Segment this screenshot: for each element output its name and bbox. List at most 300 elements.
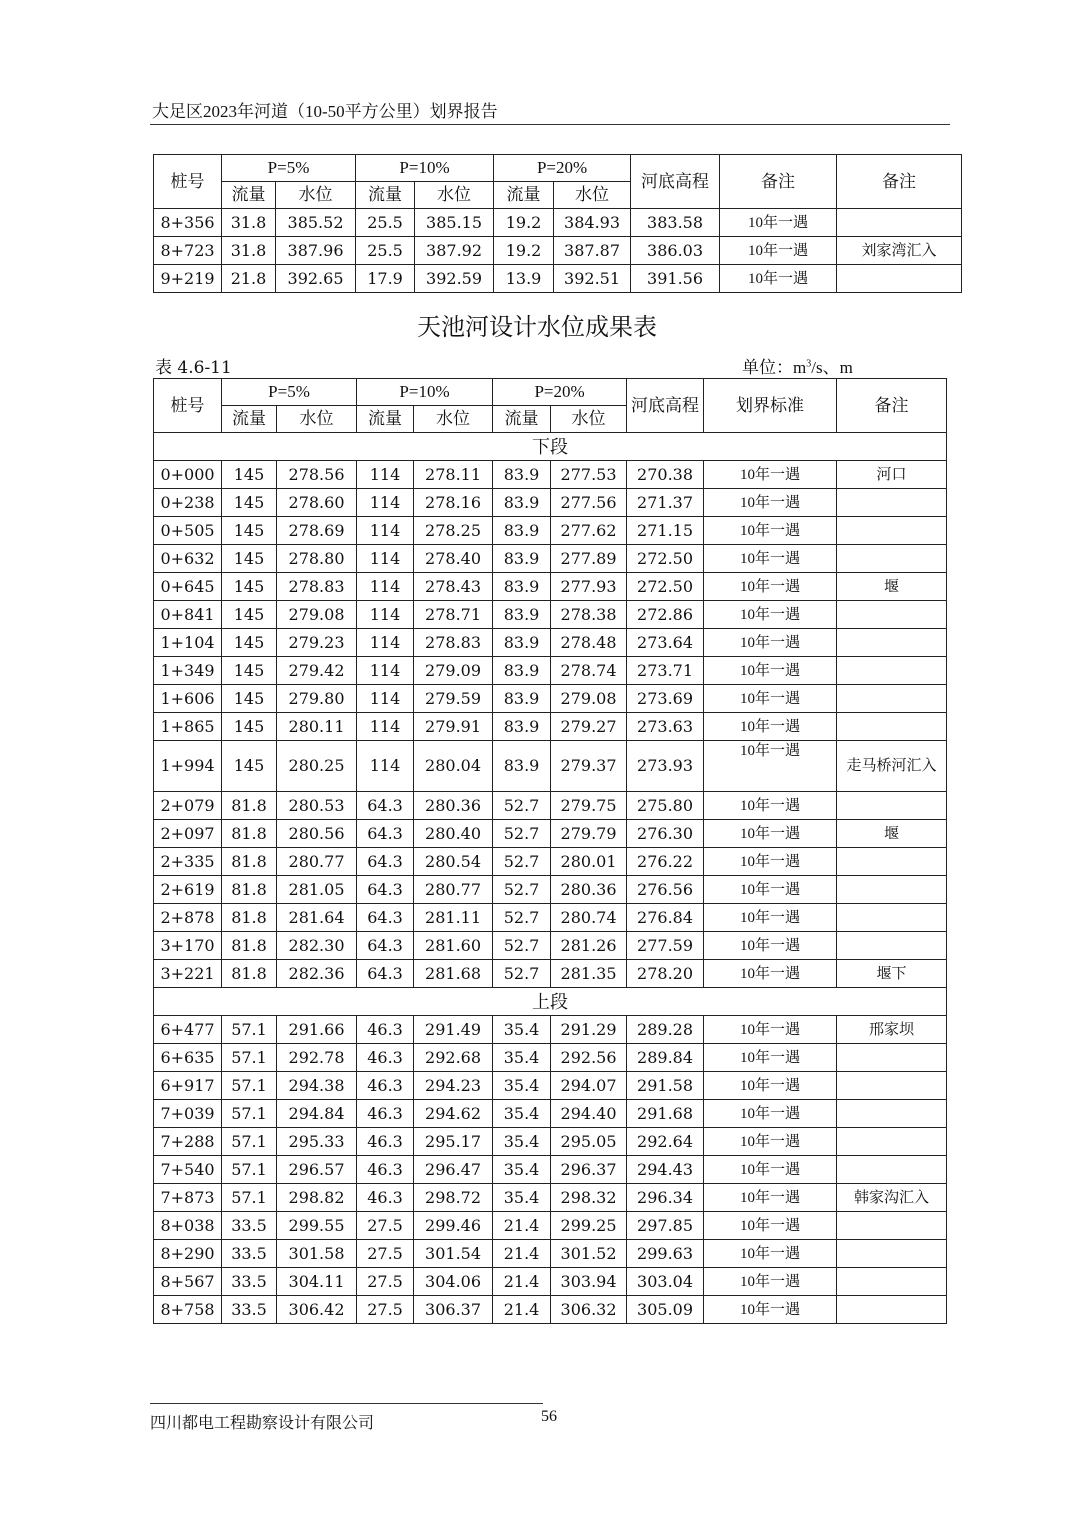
cell-p20-level: 294.07 [551,1072,627,1100]
cell-p20-flow: 83.9 [493,741,551,792]
cell-station: 3+221 [154,960,222,988]
cell-p5-flow: 81.8 [222,960,277,988]
cell-note [837,265,962,293]
cell-p10-flow: 27.5 [357,1240,414,1268]
cell-standard: 10年一遇 [704,713,837,741]
cell-p10-flow: 46.3 [357,1156,414,1184]
cell-note [837,932,947,960]
cell-p5-flow: 145 [222,573,277,601]
cell-p5-flow: 145 [222,657,277,685]
cell-standard: 10年一遇 [704,629,837,657]
table-row [154,209,962,237]
cell-p5-flow: 145 [222,517,277,545]
cell-p5-flow: 145 [222,713,277,741]
cell-p5-flow: 81.8 [222,932,277,960]
header-station: 桩号 [154,379,222,433]
cell-p10-level: 306.37 [414,1296,493,1324]
cell-p10-level: 292.68 [414,1044,493,1072]
cell-bed-elevation: 273.71 [627,657,704,685]
table-row [154,545,947,573]
header-p10: P=10% [357,379,493,406]
cell-p20-flow: 52.7 [493,792,551,820]
header-p5: P=5% [222,155,356,182]
cell-p5-flow: 33.5 [222,1268,277,1296]
cell-p5-level: 279.08 [277,601,357,629]
cell-station: 2+878 [154,904,222,932]
cell-standard: 10年一遇 [704,1212,837,1240]
cell-p5-flow: 145 [222,629,277,657]
cell-p10-level: 278.16 [414,489,493,517]
cell-station: 3+170 [154,932,222,960]
cell-p5-level: 306.42 [277,1296,357,1324]
cell-p20-flow: 83.9 [493,573,551,601]
cell-p20-flow: 35.4 [493,1072,551,1100]
cell-p5-level: 294.84 [277,1100,357,1128]
cell-station: 0+238 [154,489,222,517]
footer-company: 四川都电工程勘察设计有限公司 [150,1415,375,1432]
header-level: 水位 [415,182,494,209]
header-station: 桩号 [154,155,222,209]
cell-p10-flow: 114 [357,489,414,517]
cell-standard: 10年一遇 [704,573,837,601]
cell-station: 1+349 [154,657,222,685]
cell-p10-flow: 64.3 [357,932,414,960]
cell-p20-flow: 52.7 [493,960,551,988]
cell-station: 6+477 [154,1016,222,1044]
cell-p5-level: 304.11 [277,1268,357,1296]
cell-p10-level: 278.71 [414,601,493,629]
cell-bed-elevation: 276.84 [627,904,704,932]
cell-standard: 10年一遇 [720,265,837,293]
cell-p10-level: 294.23 [414,1072,493,1100]
cell-p5-level: 301.58 [277,1240,357,1268]
cell-standard: 10年一遇 [704,601,837,629]
cell-p20-flow: 19.2 [494,209,554,237]
cell-bed-elevation: 299.63 [627,1240,704,1268]
cell-p5-level: 292.78 [277,1044,357,1072]
cell-note: 韩家沟汇入 [837,1184,947,1212]
cell-p10-flow: 114 [357,573,414,601]
cell-p5-level: 278.69 [277,517,357,545]
cell-p20-flow: 19.2 [494,237,554,265]
cell-standard: 10年一遇 [704,1016,837,1044]
cell-p5-level: 280.53 [277,792,357,820]
cell-note [837,713,947,741]
cell-note [837,1296,947,1324]
cell-p20-level: 278.74 [551,657,627,685]
cell-p10-flow: 114 [357,601,414,629]
cell-p10-level: 280.36 [414,792,493,820]
cell-p5-level: 278.80 [277,545,357,573]
cell-p5-level: 281.05 [277,876,357,904]
cell-p5-flow: 33.5 [222,1212,277,1240]
table-row [154,876,947,904]
cell-p5-flow: 81.8 [222,848,277,876]
table-row [154,792,947,820]
cell-p10-flow: 46.3 [357,1100,414,1128]
cell-p10-level: 281.60 [414,932,493,960]
table-number: 表 4.6-11 [155,358,232,378]
table-row [154,601,947,629]
header-flow: 流量 [222,406,277,433]
cell-bed-elevation: 271.37 [627,489,704,517]
cell-station: 7+873 [154,1184,222,1212]
cell-p20-flow: 83.9 [493,489,551,517]
cell-p10-level: 280.77 [414,876,493,904]
cell-note [837,1072,947,1100]
table-continued [153,154,962,293]
cell-bed-elevation: 289.28 [627,1016,704,1044]
cell-p10-flow: 114 [357,657,414,685]
cell-bed-elevation: 305.09 [627,1296,704,1324]
cell-p5-flow: 57.1 [222,1156,277,1184]
cell-p5-level: 291.66 [277,1016,357,1044]
cell-p10-flow: 64.3 [357,792,414,820]
cell-p5-level: 281.64 [277,904,357,932]
cell-note: 堰下 [837,960,947,988]
cell-p10-level: 278.11 [414,461,493,489]
cell-p10-flow: 46.3 [357,1128,414,1156]
cell-p5-level: 279.80 [277,685,357,713]
table-row [154,713,947,741]
header-note: 备注 [837,155,962,209]
header-p20: P=20% [494,155,631,182]
table-row [154,1212,947,1240]
cell-p20-level: 277.93 [551,573,627,601]
unit-suffix: /s、m [811,358,853,377]
cell-note [837,792,947,820]
table-row [154,1184,947,1212]
cell-p20-flow: 83.9 [493,685,551,713]
table-row [154,1296,947,1324]
cell-station: 0+645 [154,573,222,601]
cell-p5-level: 278.60 [277,489,357,517]
report-header: 大足区2023年河道（10-50平方公里）划界报告 [152,102,498,121]
cell-standard: 10年一遇 [704,489,837,517]
cell-standard: 10年一遇 [704,685,837,713]
cell-standard: 10年一遇 [704,1296,837,1324]
cell-bed-elevation: 297.85 [627,1212,704,1240]
cell-station: 8+038 [154,1212,222,1240]
cell-p20-level: 279.79 [551,820,627,848]
table-row [154,904,947,932]
cell-station: 0+505 [154,517,222,545]
cell-p5-flow: 31.8 [222,209,276,237]
cell-p20-flow: 83.9 [493,517,551,545]
cell-station: 6+917 [154,1072,222,1100]
cell-p5-level: 282.36 [277,960,357,988]
cell-note [837,1268,947,1296]
cell-p20-level: 280.74 [551,904,627,932]
cell-p10-level: 280.04 [414,741,493,792]
cell-station: 7+288 [154,1128,222,1156]
cell-bed-elevation: 383.58 [631,209,720,237]
cell-p5-flow: 57.1 [222,1072,277,1100]
cell-p20-flow: 21.4 [493,1268,551,1296]
table-row [154,1016,947,1044]
cell-p20-flow: 52.7 [493,932,551,960]
cell-p10-level: 278.43 [414,573,493,601]
header-level: 水位 [554,182,631,209]
cell-note [837,1044,947,1072]
cell-station: 0+000 [154,461,222,489]
cell-p10-level: 278.40 [414,545,493,573]
cell-p10-flow: 46.3 [357,1184,414,1212]
cell-bed-elevation: 289.84 [627,1044,704,1072]
cell-note [837,1212,947,1240]
cell-p5-level: 296.57 [277,1156,357,1184]
cell-bed-elevation: 272.50 [627,573,704,601]
cell-p10-level: 298.72 [414,1184,493,1212]
header-divider [150,124,950,125]
cell-standard: 10年一遇 [704,792,837,820]
cell-note: 堰 [837,820,947,848]
cell-p5-level: 282.30 [277,932,357,960]
cell-standard: 10年一遇 [704,932,837,960]
cell-p5-level: 279.23 [277,629,357,657]
cell-p20-flow: 13.9 [494,265,554,293]
table-row [154,489,947,517]
cell-p5-flow: 57.1 [222,1128,277,1156]
cell-standard: 10年一遇 [704,1044,837,1072]
cell-p5-level: 294.38 [277,1072,357,1100]
cell-note [837,209,962,237]
cell-p20-flow: 52.7 [493,904,551,932]
header-flow: 流量 [494,182,554,209]
table-title: 天池河设计水位成果表 [417,315,657,341]
cell-p10-flow: 46.3 [357,1016,414,1044]
cell-p5-flow: 57.1 [222,1044,277,1072]
cell-p10-flow: 114 [357,461,414,489]
cell-bed-elevation: 273.69 [627,685,704,713]
cell-bed-elevation: 271.15 [627,517,704,545]
cell-bed-elevation: 275.80 [627,792,704,820]
cell-p10-flow: 114 [357,629,414,657]
cell-station: 1+606 [154,685,222,713]
table-row [154,848,947,876]
header-flow: 流量 [493,406,551,433]
cell-p10-flow: 64.3 [357,820,414,848]
cell-p10-level: 280.40 [414,820,493,848]
cell-p10-level: 294.62 [414,1100,493,1128]
cell-standard: 10年一遇 [704,1072,837,1100]
cell-p20-flow: 52.7 [493,876,551,904]
cell-bed-elevation: 272.86 [627,601,704,629]
cell-note [837,1128,947,1156]
cell-bed-elevation: 296.34 [627,1184,704,1212]
cell-bed-elevation: 273.63 [627,713,704,741]
cell-p20-flow: 21.4 [493,1212,551,1240]
cell-p10-level: 385.15 [415,209,494,237]
cell-bed-elevation: 273.93 [627,741,704,792]
cell-note [837,876,947,904]
header-level: 水位 [414,406,493,433]
cell-p5-flow: 145 [222,489,277,517]
footer-divider [150,1403,543,1404]
cell-p5-level: 392.65 [276,265,356,293]
table-row [154,573,947,601]
cell-p20-level: 303.94 [551,1268,627,1296]
cell-p20-level: 392.51 [554,265,631,293]
cell-bed-elevation: 294.43 [627,1156,704,1184]
cell-p5-flow: 81.8 [222,820,277,848]
cell-p20-flow: 83.9 [493,545,551,573]
cell-p20-flow: 83.9 [493,461,551,489]
cell-station: 1+994 [154,741,222,792]
cell-p5-level: 385.52 [276,209,356,237]
cell-p20-level: 281.35 [551,960,627,988]
cell-station: 7+540 [154,1156,222,1184]
cell-p20-level: 280.01 [551,848,627,876]
cell-p10-level: 279.59 [414,685,493,713]
cell-p5-level: 299.55 [277,1212,357,1240]
cell-p10-flow: 114 [357,517,414,545]
cell-p20-level: 279.75 [551,792,627,820]
cell-p20-level: 281.26 [551,932,627,960]
cell-standard: 10年一遇 [704,820,837,848]
cell-note [837,657,947,685]
cell-p20-level: 306.32 [551,1296,627,1324]
table-row [154,1156,947,1184]
cell-p10-level: 301.54 [414,1240,493,1268]
cell-p20-flow: 35.4 [493,1128,551,1156]
cell-bed-elevation: 277.59 [627,932,704,960]
cell-station: 1+104 [154,629,222,657]
cell-p20-flow: 35.4 [493,1100,551,1128]
cell-p20-level: 279.37 [551,741,627,792]
water-level-table [153,378,947,1324]
cell-p5-level: 295.33 [277,1128,357,1156]
cell-p5-level: 280.77 [277,848,357,876]
cell-note [837,1156,947,1184]
cell-standard: 10年一遇 [704,1128,837,1156]
cell-note [837,848,947,876]
cell-p10-level: 392.59 [415,265,494,293]
cell-bed-elevation: 386.03 [631,237,720,265]
cell-p5-flow: 145 [222,461,277,489]
cell-p5-level: 278.56 [277,461,357,489]
cell-station: 8+356 [154,209,222,237]
cell-p10-flow: 27.5 [357,1296,414,1324]
cell-p10-flow: 64.3 [357,876,414,904]
cell-p10-flow: 114 [357,741,414,792]
header-level: 水位 [551,406,627,433]
cell-p5-level: 280.56 [277,820,357,848]
cell-p20-flow: 83.9 [493,713,551,741]
cell-station: 6+635 [154,1044,222,1072]
cell-p5-flow: 145 [222,601,277,629]
table-row [154,517,947,545]
cell-note [837,685,947,713]
table-row [154,685,947,713]
cell-note [837,545,947,573]
cell-p5-level: 278.83 [277,573,357,601]
cell-p5-flow: 33.5 [222,1240,277,1268]
cell-p10-level: 296.47 [414,1156,493,1184]
cell-bed-elevation: 291.68 [627,1100,704,1128]
table-row [154,1240,947,1268]
cell-p10-flow: 64.3 [357,960,414,988]
cell-p20-level: 277.53 [551,461,627,489]
cell-p10-flow: 114 [357,545,414,573]
header-level: 水位 [277,406,357,433]
cell-p20-level: 280.36 [551,876,627,904]
cell-standard: 10年一遇 [704,1100,837,1128]
header-flow: 流量 [222,182,276,209]
cell-station: 0+841 [154,601,222,629]
table-row [154,1268,947,1296]
cell-p20-level: 384.93 [554,209,631,237]
cell-p20-flow: 83.9 [493,601,551,629]
table-row [154,629,947,657]
cell-bed-elevation: 278.20 [627,960,704,988]
cell-p20-level: 291.29 [551,1016,627,1044]
header-p5: P=5% [222,379,357,406]
cell-p5-level: 298.82 [277,1184,357,1212]
cell-bed-elevation: 272.50 [627,545,704,573]
cell-station: 9+219 [154,265,222,293]
cell-p20-level: 387.87 [554,237,631,265]
cell-bed-elevation: 391.56 [631,265,720,293]
header-bed-elevation: 河底高程 [627,379,704,433]
cell-p10-level: 278.83 [414,629,493,657]
cell-note: 堰 [837,573,947,601]
header-note: 备注 [837,379,947,433]
cell-p5-flow: 31.8 [222,237,276,265]
page-number: 56 [541,1408,557,1425]
cell-p10-flow: 17.9 [356,265,415,293]
cell-standard: 10年一遇 [704,1240,837,1268]
cell-note [837,489,947,517]
cell-p5-flow: 145 [222,685,277,713]
cell-standard: 10年一遇 [704,1156,837,1184]
header-standard: 划界标准 [704,379,837,433]
cell-p20-level: 294.40 [551,1100,627,1128]
cell-bed-elevation: 273.64 [627,629,704,657]
cell-p10-level: 279.91 [414,713,493,741]
cell-standard: 10年一遇 [704,960,837,988]
cell-standard: 10年一遇 [704,545,837,573]
cell-standard: 10年一遇 [704,876,837,904]
cell-note: 河口 [837,461,947,489]
cell-station: 2+619 [154,876,222,904]
cell-p20-level: 279.27 [551,713,627,741]
table-row [154,932,947,960]
cell-standard: 10年一遇 [720,237,837,265]
cell-p10-level: 387.92 [415,237,494,265]
cell-standard: 10年一遇 [720,209,837,237]
cell-standard: 10年一遇 [704,1268,837,1296]
cell-p20-flow: 21.4 [493,1296,551,1324]
cell-station: 1+865 [154,713,222,741]
unit-prefix: 单位：m [742,358,807,377]
cell-note [837,1100,947,1128]
section-label: 下段 [154,433,947,461]
cell-p5-flow: 57.1 [222,1184,277,1212]
cell-p10-flow: 64.3 [357,848,414,876]
cell-p20-flow: 83.9 [493,657,551,685]
cell-bed-elevation: 276.30 [627,820,704,848]
cell-p10-flow: 27.5 [357,1212,414,1240]
cell-p20-level: 299.25 [551,1212,627,1240]
cell-bed-elevation: 292.64 [627,1128,704,1156]
cell-note [837,904,947,932]
cell-p5-flow: 33.5 [222,1296,277,1324]
cell-p20-level: 277.89 [551,545,627,573]
header-flow: 流量 [357,406,414,433]
cell-p20-flow: 35.4 [493,1156,551,1184]
cell-standard: 10年一遇 [704,741,837,792]
